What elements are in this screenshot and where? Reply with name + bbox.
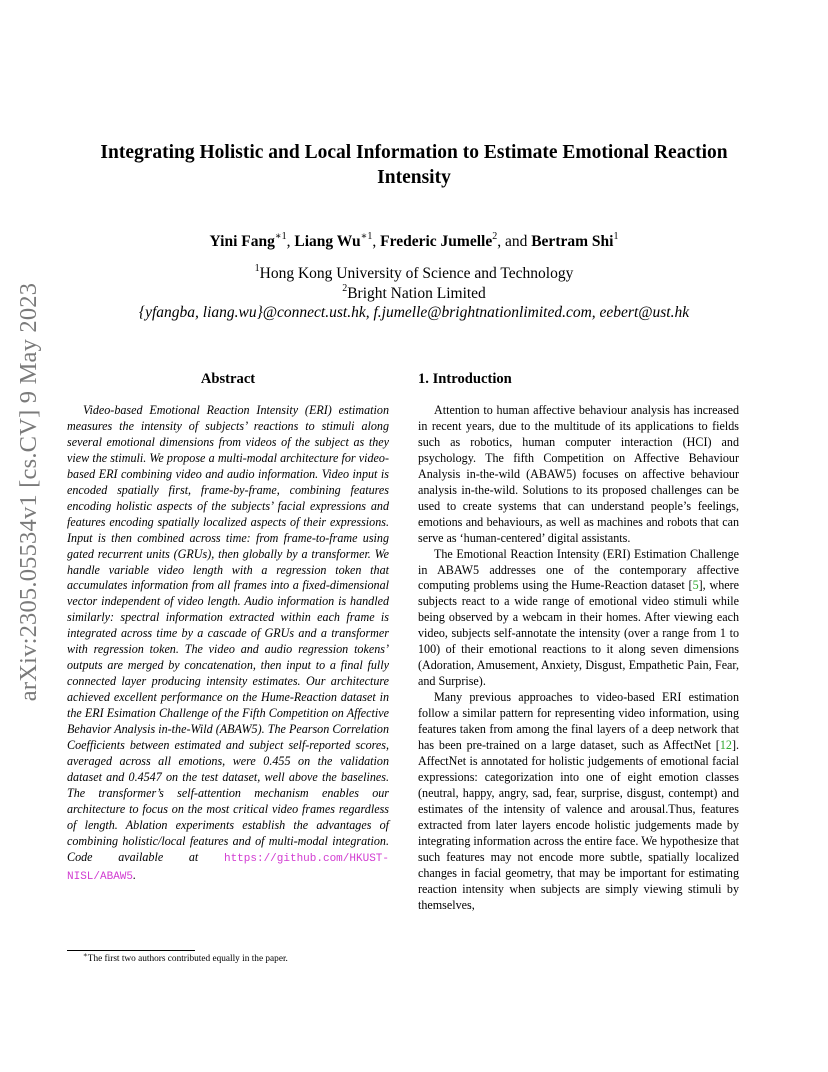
author-separator: , xyxy=(372,233,381,250)
intro-p3-text-b: ]. AffectNet is annotated for holistic judgements of emotional facial expressions: categorization into one of eight emotion classes (neutral, happy, angry, sad, fear, surprise, disgust, contempt) and estimates of the intensity of valence and arousal.Thus, features extracted from later layers encode holistic judgements made by integrating information across the entire face. We hypothesize that such features may not encode more subtle, spatially localized changes in facial geometry, that may be important for estimating reaction intensity when subjects are simply viewing stimuli by themselves, xyxy=(418,738,739,912)
abstract-heading: Abstract xyxy=(200,371,256,387)
intro-paragraph-1: Attention to human affective behaviour analysis has increased in recent years, due to the multitude of its applications to fields such as robotics, human computer interaction (HCI) and psychology. The fifth Competition on Affective Behaviour Analysis in-the-wild (ABAW5) focuses on affective behaviour analysis in-the-wild. Solutions to its proposed challenges can be used to create systems that can understand people’s feelings, emotions and behaviours, as well as machines and robots that can serve as ‘human-centered’ digital assistants. xyxy=(418,403,739,545)
author-mark: 2 xyxy=(492,231,498,242)
abstract-body xyxy=(67,403,389,886)
footnote xyxy=(67,953,389,965)
affiliation-text: Bright Nation Limited xyxy=(347,284,486,302)
intro-p2-text-a: The Emotional Reaction Intensity (ERI) Estimation Challenge in ABAW5 addresses one of the contemporary affective computing problems using the Hume-Reaction dataset [ xyxy=(418,546,739,593)
footnote-mark: ∗ xyxy=(83,951,88,959)
author-name: Bertram Shi xyxy=(531,233,614,250)
intro-p3-text-a: Many previous approaches to video-based ERI estimation follow a similar pattern for representing video information, using features taken from among the final layers of a deep network that has been pre-trained on a large dataset, such as AffectNet [ xyxy=(418,690,739,753)
intro-p2-text-b: ], where subjects react to a wide range of emotional video stimuli while being observed by a webcam in their homes. After viewing each video, subjects self-annotate the intensity (over a range from 1 to 100) of their emotional reactions to it along seven dimensions (Adoration, Amusement, Anxiety, Disgust, Empathetic Pain, Fear, and Surprise). xyxy=(418,578,739,689)
author-mark: ∗1 xyxy=(360,231,373,242)
arxiv-sidebar-stamp xyxy=(15,282,43,702)
affiliation-line xyxy=(78,264,750,284)
author-mark: 1 xyxy=(613,231,619,242)
left-column xyxy=(67,370,389,886)
introduction-heading: 1. Introduction xyxy=(418,371,512,387)
arxiv-identifier: arXiv:2305.05534v1 [cs.CV] 9 May 2023 xyxy=(15,282,42,702)
right-column xyxy=(418,370,739,914)
citation-link[interactable]: 5 xyxy=(692,578,699,593)
author-name: Frederic Jumelle xyxy=(380,233,493,250)
author-mark: ∗1 xyxy=(274,231,287,242)
code-link[interactable]: https://github.com/HKUST-NISL/ABAW5 xyxy=(67,852,389,883)
author-name: Yini Fang xyxy=(209,233,275,250)
footnote-text: The first two authors contributed equally in the paper. xyxy=(87,954,288,964)
affiliation-text: Hong Kong University of Science and Technology xyxy=(259,265,574,282)
author-separator: , and xyxy=(497,233,532,250)
author-separator: , xyxy=(286,233,295,250)
abstract-end: . xyxy=(133,867,137,882)
intro-paragraph-3 xyxy=(418,690,739,913)
abstract-text: Video-based Emotional Reaction Intensity (ERI) estimation measures the intensity of subjects’ reactions to stimuli along several emotional dimensions from videos of the subject as they view the stimuli. We propose a multi-modal architecture for video-based ERI combining video and audio information. Video input is encoded spatially first, frame-by-frame, combining features encoding holistic aspects of the subjects’ facial expressions and features encoding spatially localized aspects of their expressions. Input is then combined across time: from frame-to-frame using gated recurrent units (GRUs), then globally by a transformer. We handle variable video length with a regression token that accumulates information from all frames into a fixed-dimensional vector independent of video length. Audio information is handled similarly: spectral information extracted within each frame is integrated across time by a cascade of GRUs and a transformer with regression token. The video and audio regression tokens’ outputs are merged by concatenation, then input to a final fully connected layer producing intensity estimates. Our architecture achieved excellent performance on the Hume-Reaction dataset in the ERI Esimation Challenge of the Fifth Competition on Affective Behavior Analysis in-the-Wild (ABAW5). The Pearson Correlation Coefficients between estimated and subject self-reported scores, averaged across all emotions, were 0.455 on the validation dataset and 0.4547 on the test dataset, well above the baselines. The transformer’s self-attention mechanism enables our architecture to focus on the most critical video frames regardless of length. Ablation experiments establish the advantages of combining holistic/local features and of multi-modal integration. Code available at xyxy=(67,403,389,864)
intro-paragraph-2 xyxy=(418,547,739,691)
author-list xyxy=(78,232,750,252)
author-name: Liang Wu xyxy=(294,233,361,250)
affiliation-mark: 1 xyxy=(254,263,260,274)
affiliation-line xyxy=(78,284,750,304)
paper-title: Integrating Holistic and Local Information to Estimate Emotional Reaction Intensity xyxy=(100,142,728,188)
affiliations xyxy=(78,264,750,323)
citation-link[interactable]: 12 xyxy=(719,738,732,753)
affiliation-mark: 2 xyxy=(342,282,348,294)
author-emails: {yfangba, liang.wu}@connect.ust.hk, f.jumelle@brightnationlimited.com, eebert@ust.hk xyxy=(138,304,690,321)
